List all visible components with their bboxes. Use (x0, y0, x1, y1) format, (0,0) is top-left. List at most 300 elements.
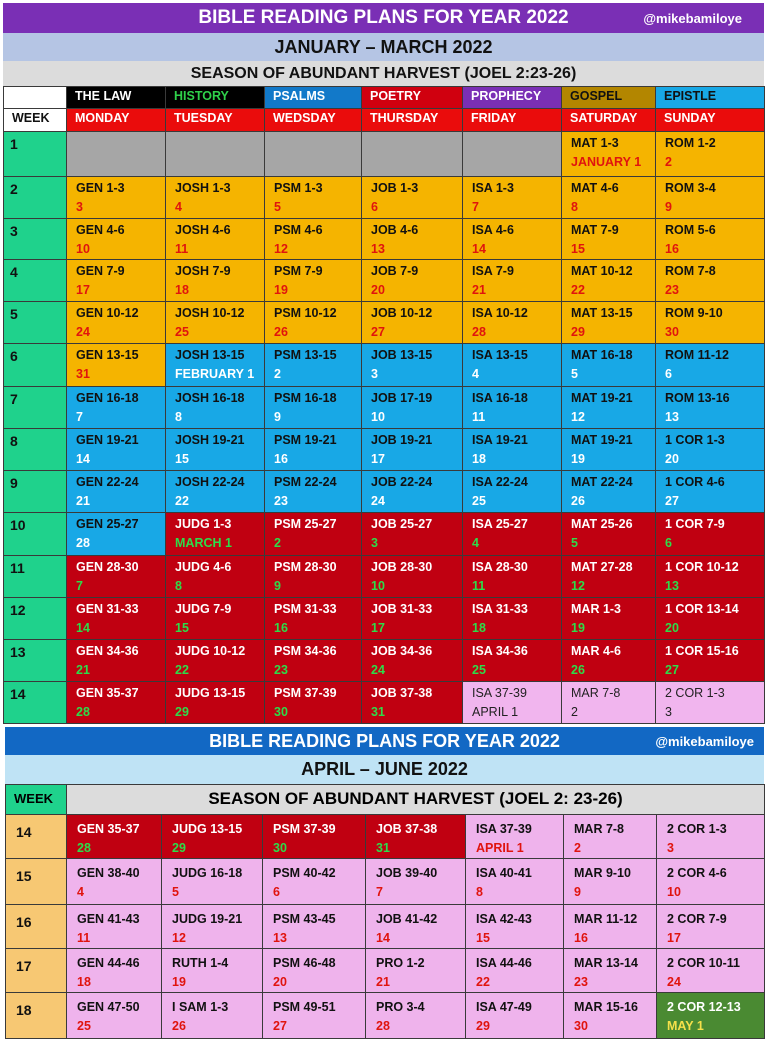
reading-cell (67, 513, 166, 556)
date: 2 (574, 841, 581, 855)
reading-cell (656, 429, 765, 471)
passage: ISA 22-24 (472, 475, 528, 489)
date: 4 (472, 536, 479, 550)
passage: PSM 40-42 (273, 866, 336, 880)
week-header: WEEK (6, 785, 67, 815)
date: 26 (274, 325, 288, 339)
reading-cell (265, 598, 362, 640)
reading-cell (657, 949, 765, 993)
date: 3 (371, 367, 378, 381)
date: 4 (472, 367, 479, 381)
reading-cell (564, 949, 657, 993)
passage: MAR 7-8 (571, 686, 621, 700)
reading-cell (366, 993, 466, 1039)
passage: ISA 40-41 (476, 866, 532, 880)
reading-cell (562, 260, 656, 302)
date: 15 (175, 621, 189, 635)
reading-cell (656, 387, 765, 429)
q2-title-bar (5, 727, 764, 755)
date: 6 (665, 367, 672, 381)
passage: PSM 28-30 (274, 560, 337, 574)
passage: PSM 25-27 (274, 517, 337, 531)
passage: JUDG 7-9 (175, 602, 232, 616)
reading-cell (466, 949, 564, 993)
week-row (4, 260, 765, 302)
reading-cell (362, 260, 463, 302)
date: 9 (665, 200, 672, 214)
q1-title: BIBLE READING PLANS FOR YEAR 2022 (198, 7, 569, 28)
passage: GEN 38-40 (77, 866, 140, 880)
passage: JOB 19-21 (371, 433, 433, 447)
date: 4 (175, 200, 182, 214)
date: 15 (476, 931, 490, 945)
date: MAY 1 (667, 1019, 704, 1033)
date: 25 (77, 1019, 91, 1033)
passage: ROM 1-2 (665, 136, 716, 150)
passage: ISA 7-9 (472, 264, 514, 278)
reading-cell (166, 387, 265, 429)
date: 20 (665, 621, 679, 635)
reading-cell (362, 429, 463, 471)
reading-cell (162, 859, 263, 905)
date: 21 (472, 283, 486, 297)
passage: GEN 47-50 (77, 1000, 140, 1014)
reading-cell (656, 556, 765, 598)
reading-cell (265, 177, 362, 219)
passage: ROM 9-10 (665, 306, 723, 320)
passage (371, 132, 462, 134)
date: 14 (76, 452, 90, 466)
day-header: SUNDAY (656, 109, 765, 132)
passage: MAT 1-3 (571, 136, 619, 150)
passage: JOB 39-40 (376, 866, 438, 880)
reading-cell (562, 640, 656, 682)
date: 2 (274, 536, 281, 550)
passage: GEN 22-24 (76, 475, 139, 489)
date: 7 (76, 410, 83, 424)
reading-cell (564, 859, 657, 905)
reading-cell (656, 513, 765, 556)
date: 23 (665, 283, 679, 297)
date: MARCH 1 (175, 536, 232, 550)
date: 8 (476, 885, 483, 899)
passage: JUDG 1-3 (175, 517, 232, 531)
reading-cell (657, 815, 765, 859)
passage: PRO 1-2 (376, 956, 425, 970)
passage: JOB 34-36 (371, 644, 433, 658)
passage: GEN 31-33 (76, 602, 139, 616)
reading-cell (166, 344, 265, 387)
passage: JUDG 4-6 (175, 560, 232, 574)
reading-cell (166, 177, 265, 219)
date: 7 (376, 885, 383, 899)
category-header: GOSPEL (562, 87, 656, 109)
passage: MAR 7-8 (574, 822, 625, 836)
date: 18 (175, 283, 189, 297)
passage: PRO 3-4 (376, 1000, 425, 1014)
date: 22 (476, 975, 490, 989)
reading-cell (265, 513, 362, 556)
blank-corner (4, 87, 67, 109)
reading-cell (562, 556, 656, 598)
week-row (6, 905, 765, 949)
date: 22 (175, 663, 189, 677)
passage: ROM 3-4 (665, 181, 716, 195)
category-header: EPISTLE (656, 87, 765, 109)
reading-cell (362, 682, 463, 724)
passage: GEN 1-3 (76, 181, 125, 195)
passage: ISA 1-3 (472, 181, 514, 195)
week-number: 15 (6, 859, 67, 905)
reading-cell (562, 387, 656, 429)
date: 3 (667, 841, 674, 855)
passage: I SAM 1-3 (172, 1000, 229, 1014)
date: 26 (172, 1019, 186, 1033)
date: 9 (574, 885, 581, 899)
date: FEBRUARY 1 (175, 367, 255, 381)
week-number: 10 (4, 513, 67, 556)
passage: JOSH 16-18 (175, 391, 245, 405)
q2-title: BIBLE READING PLANS FOR YEAR 2022 (209, 730, 560, 751)
reading-cell (562, 344, 656, 387)
passage: 2 COR 12-13 (667, 1000, 741, 1014)
date: 15 (571, 242, 585, 256)
passage: ROM 7-8 (665, 264, 716, 278)
date: 11 (472, 579, 486, 593)
date: 30 (274, 705, 288, 719)
reading-cell (166, 132, 265, 177)
passage: PSM 10-12 (274, 306, 337, 320)
reading-cell (463, 387, 562, 429)
passage: GEN 10-12 (76, 306, 139, 320)
passage: JOSH 22-24 (175, 475, 245, 489)
date: 24 (371, 663, 385, 677)
passage (274, 132, 361, 134)
passage: JOSH 1-3 (175, 181, 231, 195)
passage: 2 COR 10-11 (667, 956, 740, 970)
passage: ISA 13-15 (472, 348, 528, 362)
passage: JUDG 19-21 (172, 912, 243, 926)
reading-cell (67, 302, 166, 344)
q2-reading-table (5, 784, 765, 1039)
date: 14 (76, 621, 90, 635)
date: 16 (274, 621, 288, 635)
reading-cell (67, 598, 166, 640)
date: 10 (371, 410, 385, 424)
day-header: THURSDAY (362, 109, 463, 132)
reading-cell (562, 598, 656, 640)
date: 30 (574, 1019, 588, 1033)
week-number: 3 (4, 219, 67, 260)
date: 20 (665, 452, 679, 466)
date: 31 (376, 841, 390, 855)
passage: GEN 35-37 (77, 822, 140, 836)
reading-cell (657, 993, 765, 1039)
date: 28 (376, 1019, 390, 1033)
passage: JOSH 10-12 (175, 306, 245, 320)
date: 16 (665, 242, 679, 256)
date: 18 (472, 621, 486, 635)
passage: MAR 11-12 (574, 912, 638, 926)
reading-cell (562, 471, 656, 513)
date: APRIL 1 (472, 705, 519, 719)
reading-cell (463, 132, 562, 177)
reading-cell (265, 132, 362, 177)
date: 21 (76, 663, 90, 677)
date: 5 (571, 367, 578, 381)
reading-cell (362, 640, 463, 682)
week-row (4, 513, 765, 556)
passage: JOB 28-30 (371, 560, 433, 574)
date: 14 (376, 931, 390, 945)
passage: MAT 19-21 (571, 433, 633, 447)
passage: JOSH 13-15 (175, 348, 245, 362)
reading-cell (67, 132, 166, 177)
passage: PSM 13-15 (274, 348, 337, 362)
date: 22 (175, 494, 189, 508)
passage: GEN 35-37 (76, 686, 139, 700)
reading-cell (265, 219, 362, 260)
date: 12 (172, 931, 186, 945)
week-number: 6 (4, 344, 67, 387)
week-number: 2 (4, 177, 67, 219)
week-number: 18 (6, 993, 67, 1039)
reading-cell (362, 598, 463, 640)
reading-cell (263, 993, 366, 1039)
reading-cell (463, 598, 562, 640)
reading-cell (67, 177, 166, 219)
date: 6 (665, 536, 672, 550)
reading-cell (463, 471, 562, 513)
passage: MAT 19-21 (571, 391, 633, 405)
passage: JOB 37-38 (376, 822, 438, 836)
reading-cell (656, 344, 765, 387)
date: JANUARY 1 (571, 155, 642, 169)
date: 16 (574, 931, 588, 945)
passage: ISA 16-18 (472, 391, 528, 405)
reading-cell (463, 682, 562, 724)
passage: GEN 41-43 (77, 912, 140, 926)
date: 16 (274, 452, 288, 466)
reading-cell (67, 905, 162, 949)
date: 19 (172, 975, 186, 989)
date: 26 (571, 494, 585, 508)
passage: PSM 1-3 (274, 181, 323, 195)
reading-cell (67, 344, 166, 387)
reading-cell (67, 640, 166, 682)
passage: PSM 16-18 (274, 391, 337, 405)
week-row (6, 815, 765, 859)
passage: JOSH 7-9 (175, 264, 231, 278)
date: 12 (274, 242, 288, 256)
day-header: SATURDAY (562, 109, 656, 132)
reading-cell (67, 682, 166, 724)
reading-cell (562, 219, 656, 260)
passage: ISA 37-39 (472, 686, 527, 700)
passage: PSM 7-9 (274, 264, 323, 278)
passage: PSM 4-6 (274, 223, 323, 237)
date: 27 (665, 494, 679, 508)
date: 10 (76, 242, 90, 256)
passage: PSM 19-21 (274, 433, 337, 447)
passage: ISA 47-49 (476, 1000, 532, 1014)
passage: JUDG 10-12 (175, 644, 246, 658)
passage: JOB 22-24 (371, 475, 433, 489)
reading-cell (362, 471, 463, 513)
reading-cell (265, 471, 362, 513)
date: 17 (371, 621, 385, 635)
date: 12 (571, 579, 585, 593)
date: 7 (76, 579, 83, 593)
reading-cell (362, 219, 463, 260)
date: 28 (472, 325, 486, 339)
passage: GEN 25-27 (76, 517, 139, 531)
reading-cell (656, 260, 765, 302)
date: 11 (472, 410, 486, 424)
reading-cell (362, 556, 463, 598)
passage: JOB 41-42 (376, 912, 438, 926)
reading-cell (463, 344, 562, 387)
reading-cell (562, 177, 656, 219)
passage: 2 COR 1-3 (667, 822, 727, 836)
week-number: 12 (4, 598, 67, 640)
week-number: 14 (6, 815, 67, 859)
date: 9 (274, 579, 281, 593)
reading-cell (366, 859, 466, 905)
week-row (4, 471, 765, 513)
date: 31 (76, 367, 90, 381)
passage: PSM 37-39 (274, 686, 337, 700)
passage: JUDG 13-15 (175, 686, 246, 700)
date: 10 (371, 579, 385, 593)
reading-cell (265, 556, 362, 598)
passage: ISA 19-21 (472, 433, 528, 447)
date: 26 (571, 663, 585, 677)
passage (175, 132, 264, 134)
reading-cell (265, 260, 362, 302)
reading-cell (162, 993, 263, 1039)
date: 15 (175, 452, 189, 466)
q1-season: SEASON OF ABUNDANT HARVEST (JOEL 2:23-26) (3, 61, 764, 86)
reading-cell (362, 132, 463, 177)
date: 19 (571, 621, 585, 635)
reading-cell (67, 993, 162, 1039)
passage: RUTH 1-4 (172, 956, 229, 970)
reading-cell (656, 471, 765, 513)
reading-cell (166, 682, 265, 724)
reading-cell (166, 429, 265, 471)
reading-cell (656, 219, 765, 260)
reading-cell (67, 471, 166, 513)
reading-cell (162, 905, 263, 949)
week-row (4, 177, 765, 219)
reading-cell (656, 640, 765, 682)
passage: ISA 31-33 (472, 602, 528, 616)
q1-period: JANUARY – MARCH 2022 (3, 33, 764, 61)
passage: MAT 25-26 (571, 517, 633, 531)
date: 4 (77, 885, 84, 899)
reading-cell (466, 815, 564, 859)
q1-day-row (4, 109, 765, 132)
passage: MAR 13-14 (574, 956, 638, 970)
passage: ISA 28-30 (472, 560, 528, 574)
reading-cell (362, 387, 463, 429)
q1-title-bar (3, 3, 764, 33)
passage: PSM 46-48 (273, 956, 336, 970)
date: 14 (472, 242, 486, 256)
date: 5 (571, 536, 578, 550)
date: 12 (571, 410, 585, 424)
reading-cell (263, 905, 366, 949)
passage: GEN 34-36 (76, 644, 139, 658)
week-row (4, 302, 765, 344)
passage: 2 COR 1-3 (665, 686, 725, 700)
reading-cell (265, 640, 362, 682)
passage: MAR 4-6 (571, 644, 622, 658)
reading-cell (463, 513, 562, 556)
passage: ISA 37-39 (476, 822, 532, 836)
passage: MAT 10-12 (571, 264, 633, 278)
week-number: 9 (4, 471, 67, 513)
passage: ISA 4-6 (472, 223, 514, 237)
week-row (4, 219, 765, 260)
passage (76, 132, 165, 134)
passage: GEN 13-15 (76, 348, 139, 362)
q2-period: APRIL – JUNE 2022 (5, 755, 764, 784)
reading-cell (162, 815, 263, 859)
passage: PSM 43-45 (273, 912, 336, 926)
reading-cell (67, 815, 162, 859)
category-header: PROPHECY (463, 87, 562, 109)
passage: PSM 37-39 (273, 822, 336, 836)
reading-cell (166, 302, 265, 344)
date: 2 (571, 705, 578, 719)
date: 19 (571, 452, 585, 466)
passage: MAR 9-10 (574, 866, 631, 880)
date: 2 (665, 155, 672, 169)
date: 5 (274, 200, 281, 214)
category-header: THE LAW (67, 87, 166, 109)
day-header: MONDAY (67, 109, 166, 132)
date: 28 (76, 536, 90, 550)
passage: GEN 19-21 (76, 433, 139, 447)
week-number: 7 (4, 387, 67, 429)
date: 17 (371, 452, 385, 466)
reading-cell (366, 815, 466, 859)
week-number: 5 (4, 302, 67, 344)
date: 21 (76, 494, 90, 508)
reading-cell (656, 302, 765, 344)
reading-cell (263, 815, 366, 859)
week-row (6, 859, 765, 905)
reading-cell (67, 556, 166, 598)
date: 29 (571, 325, 585, 339)
passage: JUDG 16-18 (172, 866, 243, 880)
passage: JOB 25-27 (371, 517, 433, 531)
date: 18 (472, 452, 486, 466)
passage: MAT 4-6 (571, 181, 619, 195)
date: 29 (172, 841, 186, 855)
week-row (4, 387, 765, 429)
week-row (4, 429, 765, 471)
q2-handle: @mikebamiloye (655, 733, 754, 749)
week-row (6, 993, 765, 1039)
q1-category-row (4, 87, 765, 109)
date: 2 (274, 367, 281, 381)
passage: JOSH 4-6 (175, 223, 231, 237)
passage: 2 COR 7-9 (667, 912, 727, 926)
passage: MAT 16-18 (571, 348, 633, 362)
